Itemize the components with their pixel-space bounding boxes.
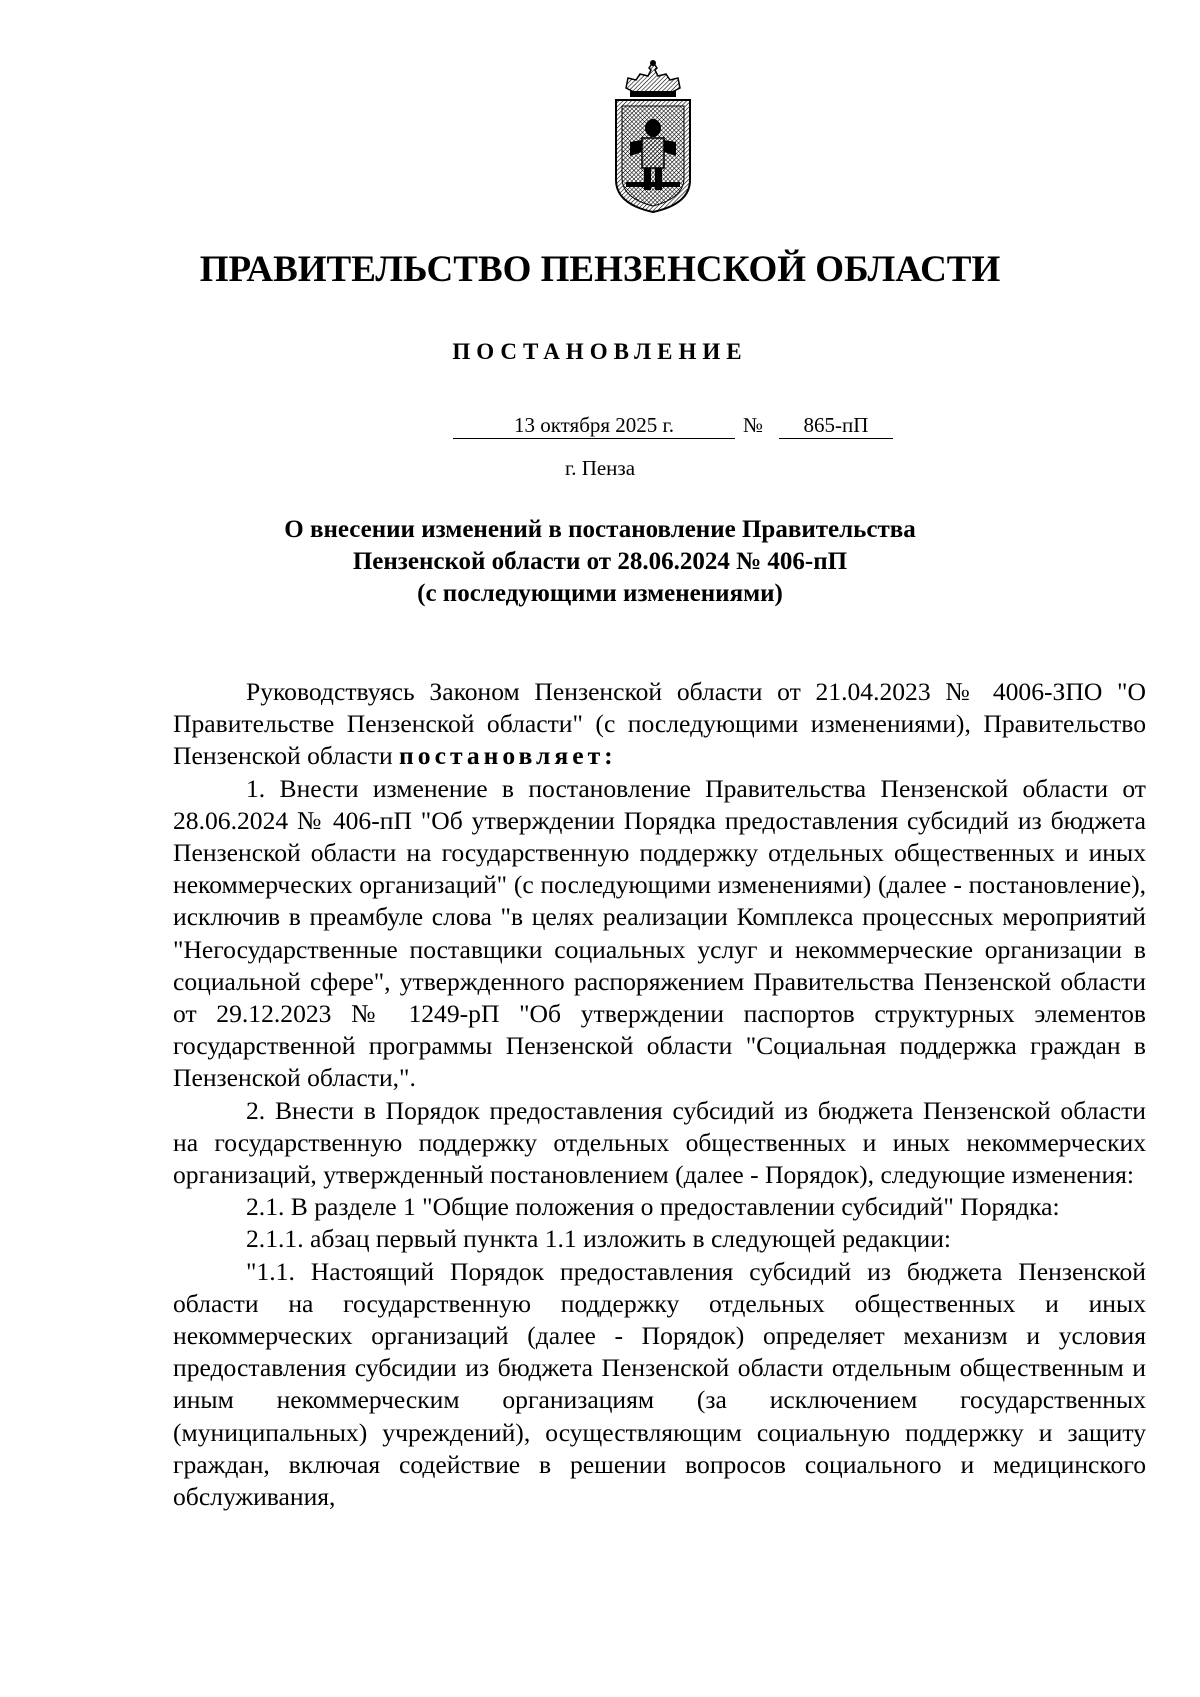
paragraph-item-1-1-new: "1.1. Настоящий Порядок предоставления субсидий из бюджета Пензенской области на государственную поддержку отдельных общественных и иных некоммерческих организаций (далее - Порядок) определяет механизм и условия предоставления субсидии из бюджета Пензенской области отдельным общественным и иным некоммерческим организациям (за исключением государственных (муниципальных) учреждений), осуществляющим социальную поддержку и защиту граждан, включая содействие в решении вопросов социального и медицинского обслуживания, — [173, 1256, 1146, 1512]
document-number: 865-пП — [779, 412, 893, 439]
organization-title: ПРАВИТЕЛЬСТВО ПЕНЗЕНСКОЙ ОБЛАСТИ — [199, 249, 1001, 290]
paragraph-item-1: 1. Внести изменение в постановление Правительства Пензенской области от 28.06.2024 № 406-пП "Об утверждении Порядка предоставления субсидий из бюджета Пензенской области на государственную поддержку отдельных общественных и иных некоммерческих организаций" (с последующими изменениями) (далее - постановление), исключив в преамбуле слова "в целях реализации Комплекса процессных мероприятий "Негосударственные поставщики социальных услуг и некоммерческие организации в социальной сфере", утвержденного распоряжением Правительства Пензенской области от 29.12.2023 № 1249-рП "Об утверждении паспортов структурных элементов государственной программы Пензенской области "Социальная поддержка граждан в Пензенской области,". — [173, 773, 1146, 1093]
preamble-text: Руководствуясь Законом Пензенской области от 21.04.2023 № 4006-ЗПО "О Правительстве Пензенской области" (с последующими изменениями), Правительство Пензенской области — [173, 677, 1146, 771]
paragraph-item-2-1: 2.1. В разделе 1 "Общие положения о предоставлении субсидий" Порядка: — [246, 1192, 1060, 1222]
subject-line-2: Пензенской области от 28.06.2024 № 406-пП — [352, 548, 848, 575]
paragraph-item-2: 2. Внести в Порядок предоставления субсидий из бюджета Пензенской области на государственную поддержку отдельных общественных и иных некоммерческих организаций, утвержденный постановлением (далее - Порядок), следующие изменения: — [173, 1095, 1146, 1190]
document-type: ПОСТАНОВЛЕНИЕ — [452, 339, 748, 364]
document-body — [173, 676, 1146, 1513]
paragraph-item-2-1-1: 2.1.1. абзац первый пункта 1.1 изложить в следующей редакции: — [246, 1224, 952, 1254]
document-date: 13 октября 2025 г. — [453, 412, 735, 439]
coat-of-arms-emblem-icon — [606, 58, 700, 216]
paragraph-preamble — [173, 676, 1146, 773]
document-city: г. Пенза — [564, 456, 636, 480]
resolves-word: постановляет: — [399, 741, 617, 771]
document-subject — [0, 514, 1200, 610]
number-sign: № — [743, 413, 764, 437]
subject-line-3: (с последующими изменениями) — [417, 580, 783, 607]
subject-line-1: О внесении изменений в постановление Правительства — [284, 516, 916, 543]
